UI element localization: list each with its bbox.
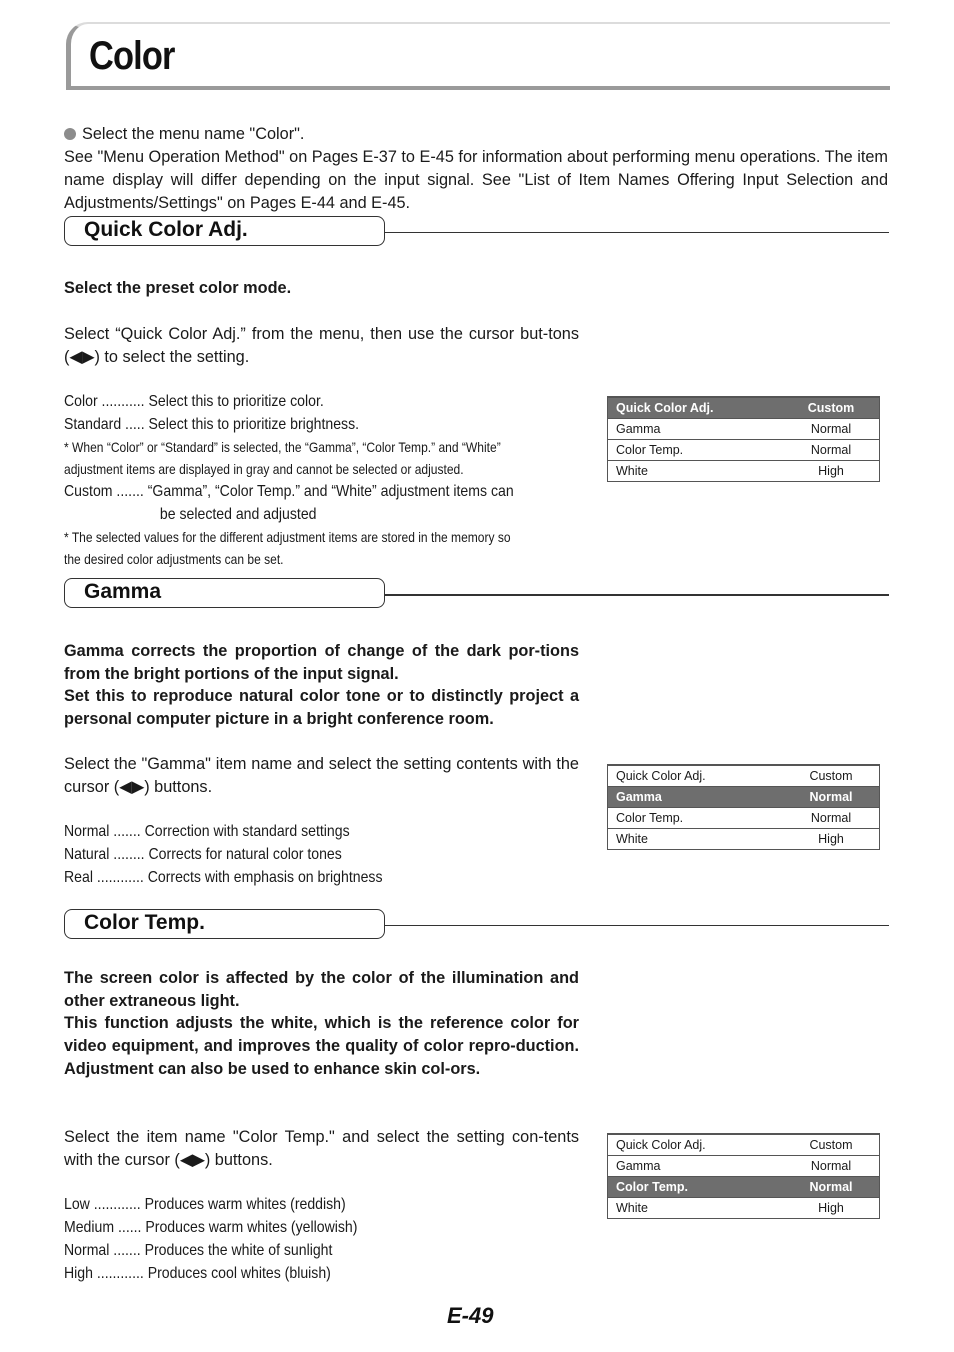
- bullet-icon: [64, 128, 76, 140]
- quick-color-instruction: Select “Quick Color Adj.” from the menu, then use the cursor but-tons (◀▶) to select the setting.: [64, 325, 579, 366]
- menu-item-name: Quick Color Adj.: [608, 765, 784, 787]
- color-temp-heading: Color Temp.: [84, 911, 205, 934]
- menu-row: [608, 419, 880, 440]
- menu-item-value: Normal: [783, 440, 880, 461]
- menu-row: [608, 461, 880, 482]
- gamma-option: Normal ....... Correction with standard settings: [64, 823, 350, 840]
- menu-item-value: Normal: [783, 787, 880, 808]
- page-number: E-49: [447, 1303, 494, 1328]
- color-temp-lead-1: The screen color is affected by the color of the illumination and other extraneous light.: [64, 969, 579, 1010]
- quick-color-options: [64, 390, 584, 570]
- menu-item-value: Custom: [783, 397, 880, 419]
- note-2b: the desired color adjustments can be set.: [64, 551, 284, 567]
- gamma-option: Natural ........ Corrects for natural color tones: [64, 846, 342, 863]
- note-1a: * When “Color” or “Standard” is selected, the “Gamma”, “Color Temp.” and “White”: [64, 439, 501, 455]
- menu-item-value: Normal: [783, 1177, 880, 1198]
- menu-item-value: Custom: [783, 765, 880, 787]
- menu-item-name: Gamma: [608, 787, 784, 808]
- menu-row: [608, 808, 880, 829]
- page-title: Color: [89, 34, 175, 78]
- menu-item-name: Color Temp.: [608, 808, 784, 829]
- note-1b: adjustment items are displayed in gray and cannot be selected or adjusted.: [64, 461, 464, 477]
- menu-item-name: Quick Color Adj.: [608, 1134, 784, 1156]
- option-standard: Standard ..... Select this to prioritize brightness.: [64, 416, 360, 433]
- menu-row: [608, 397, 880, 419]
- menu-row: [608, 765, 880, 787]
- gamma-options: [64, 820, 584, 889]
- option-color: Color ........... Select this to prioritize color.: [64, 393, 324, 410]
- menu-item-value: Normal: [783, 1156, 880, 1177]
- gamma-rule: [385, 594, 889, 596]
- gamma-lead-2: Set this to reproduce natural color tone or to distinctly project a personal computer picture in a bright conference room.: [64, 687, 579, 728]
- menu-item-value: Normal: [783, 419, 880, 440]
- intro-line-1: Select the menu name "Color".: [82, 125, 305, 143]
- option-custom-cont: be selected and adjusted: [159, 506, 317, 523]
- menu-item-value: High: [783, 1198, 880, 1219]
- menu-row: [608, 1177, 880, 1198]
- menu-item-name: White: [608, 461, 784, 482]
- menu-item-name: Gamma: [608, 1156, 784, 1177]
- option-custom: Custom ....... “Gamma”, “Color Temp.” and “White” adjustment items can: [64, 483, 514, 500]
- menu-row: [608, 1134, 880, 1156]
- gamma-instruction: Select the "Gamma" item name and select the setting contents with the cursor (◀▶) buttons.: [64, 755, 579, 796]
- menu-item-value: Custom: [783, 1134, 880, 1156]
- color-temp-lead-2: This function adjusts the white, which is the reference color for video equipment, and improves the quality of color repro-duction. Adjustment can also be used to enhance skin col-ors.: [64, 1014, 579, 1078]
- color-temp-menu: [607, 1133, 880, 1219]
- menu-row: [608, 829, 880, 850]
- menu-item-value: Normal: [783, 808, 880, 829]
- color-temp-instruction: Select the item name "Color Temp." and select the setting con-tents with the cursor (◀▶) buttons.: [64, 1128, 579, 1169]
- gamma-heading: Gamma: [84, 580, 162, 603]
- menu-item-name: Color Temp.: [608, 440, 784, 461]
- menu-row: [608, 1198, 880, 1219]
- color-temp-option: Medium ...... Produces warm whites (yellowish): [64, 1219, 358, 1236]
- quick-color-lead: Select the preset color mode.: [64, 279, 292, 297]
- intro-text: [64, 123, 888, 215]
- gamma-option: Real ............ Corrects with emphasis on brightness: [64, 869, 383, 886]
- menu-item-name: Gamma: [608, 419, 784, 440]
- menu-row: [608, 1156, 880, 1177]
- gamma-menu: [607, 764, 880, 850]
- quick-color-rule: [385, 232, 889, 233]
- color-temp-option: High ............ Produces cool whites (bluish): [64, 1265, 331, 1282]
- menu-item-value: High: [783, 829, 880, 850]
- color-temp-option: Low ............ Produces warm whites (reddish): [64, 1196, 346, 1213]
- note-2a: * The selected values for the different adjustment items are stored in the memory so: [64, 529, 511, 545]
- intro-line-2: See "Menu Operation Method" on Pages E-37 to E-45 for information about performing menu operations. The item name display will differ depending on the input signal. See "List of Item Names Offering Input Selection and Adjustments/Settings" on Pages E-44 and E-45.: [64, 148, 888, 212]
- color-temp-options: [64, 1193, 584, 1285]
- quick-color-heading: Quick Color Adj.: [84, 218, 248, 241]
- menu-item-value: High: [783, 461, 880, 482]
- menu-row: [608, 440, 880, 461]
- menu-item-name: Quick Color Adj.: [608, 397, 784, 419]
- gamma-lead-1: Gamma corrects the proportion of change of the dark por-tions from the bright portions of the input signal.: [64, 642, 579, 683]
- menu-item-name: White: [608, 829, 784, 850]
- menu-item-name: Color Temp.: [608, 1177, 784, 1198]
- color-temp-option: Normal ....... Produces the white of sunlight: [64, 1242, 333, 1259]
- quick-color-menu: [607, 396, 880, 482]
- color-temp-rule: [385, 925, 889, 926]
- menu-item-name: White: [608, 1198, 784, 1219]
- menu-row: [608, 787, 880, 808]
- title-frame: [66, 22, 890, 90]
